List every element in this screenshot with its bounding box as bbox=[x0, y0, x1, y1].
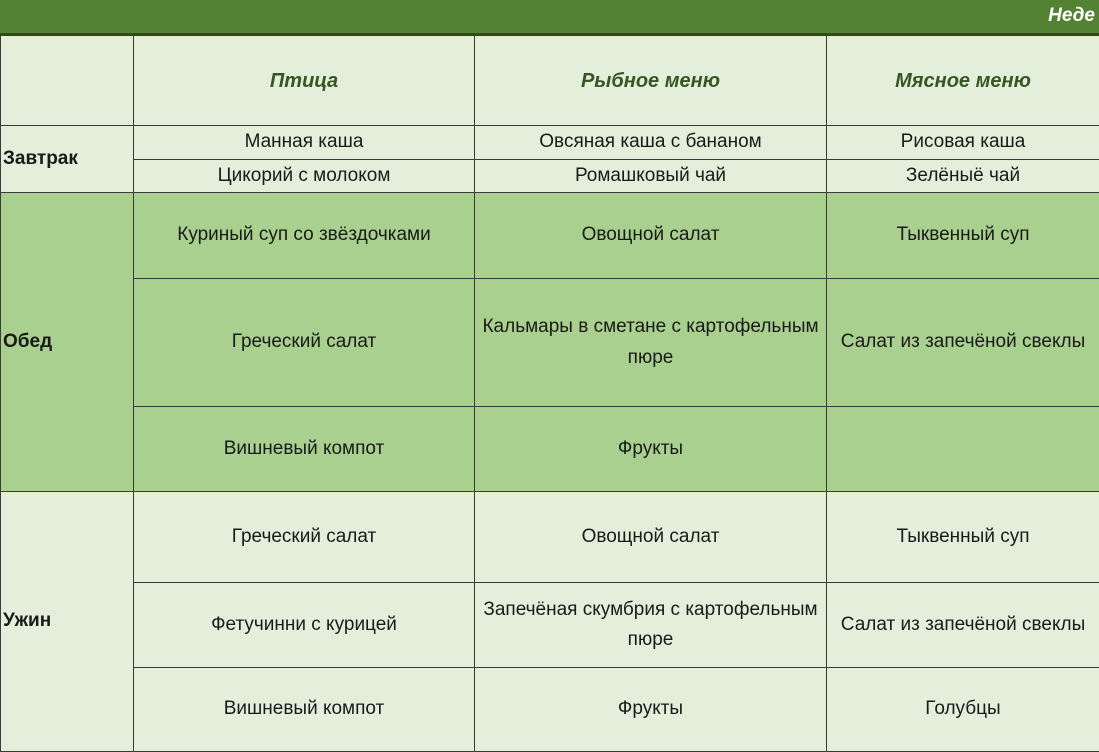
table-cell: Куриный суп со звёздочками bbox=[134, 193, 475, 279]
meal-label-dinner: Ужин bbox=[1, 492, 134, 752]
table-row bbox=[1, 193, 1099, 279]
table-cell: Фрукты bbox=[475, 668, 827, 752]
table-cell: Фетучинни с курицей bbox=[134, 583, 475, 668]
table-cell: Манная каша bbox=[134, 126, 475, 160]
table-cell: Цикорий с молоком bbox=[134, 160, 475, 193]
table-cell: Греческий салат bbox=[134, 492, 475, 583]
menu-table bbox=[0, 35, 1099, 752]
table-row bbox=[1, 492, 1099, 583]
table-cell: Тыквенный суп bbox=[827, 193, 1099, 279]
table-cell: Рисовая каша bbox=[827, 126, 1099, 160]
table-cell: Овощной салат bbox=[475, 193, 827, 279]
table-row bbox=[1, 668, 1099, 752]
header-row bbox=[1, 36, 1099, 126]
table-cell: Салат из запечёной свеклы bbox=[827, 279, 1099, 407]
table-row bbox=[1, 407, 1099, 492]
table-cell: Тыквенный суп bbox=[827, 492, 1099, 583]
table-row bbox=[1, 126, 1099, 160]
meal-label-lunch: Обед bbox=[1, 193, 134, 492]
table-cell: Запечёная скумбрия с картофельным пюре bbox=[475, 583, 827, 668]
table-cell bbox=[827, 407, 1099, 492]
table-cell: Греческий салат bbox=[134, 279, 475, 407]
table-cell: Фрукты bbox=[475, 407, 827, 492]
week-banner bbox=[0, 0, 1099, 35]
table-row bbox=[1, 583, 1099, 668]
table-cell: Зелёныё чай bbox=[827, 160, 1099, 193]
corner-cell bbox=[1, 36, 134, 126]
column-header-fish: Рыбное меню bbox=[475, 36, 827, 126]
table-row bbox=[1, 279, 1099, 407]
table-cell: Вишневый компот bbox=[134, 407, 475, 492]
table-cell: Овощной салат bbox=[475, 492, 827, 583]
column-header-meat: Мясное меню bbox=[827, 36, 1099, 126]
table-cell: Вишневый компот bbox=[134, 668, 475, 752]
table-cell: Салат из запечёной свеклы bbox=[827, 583, 1099, 668]
table-cell: Кальмары в сметане с картофельным пюре bbox=[475, 279, 827, 407]
table-cell: Овсяная каша с бананом bbox=[475, 126, 827, 160]
meal-label-breakfast: Завтрак bbox=[1, 126, 134, 193]
table-cell: Ромашковый чай bbox=[475, 160, 827, 193]
table-cell: Голубцы bbox=[827, 668, 1099, 752]
table-row bbox=[1, 160, 1099, 193]
week-banner-text: Неде bbox=[1048, 5, 1095, 26]
column-header-poultry: Птица bbox=[134, 36, 475, 126]
